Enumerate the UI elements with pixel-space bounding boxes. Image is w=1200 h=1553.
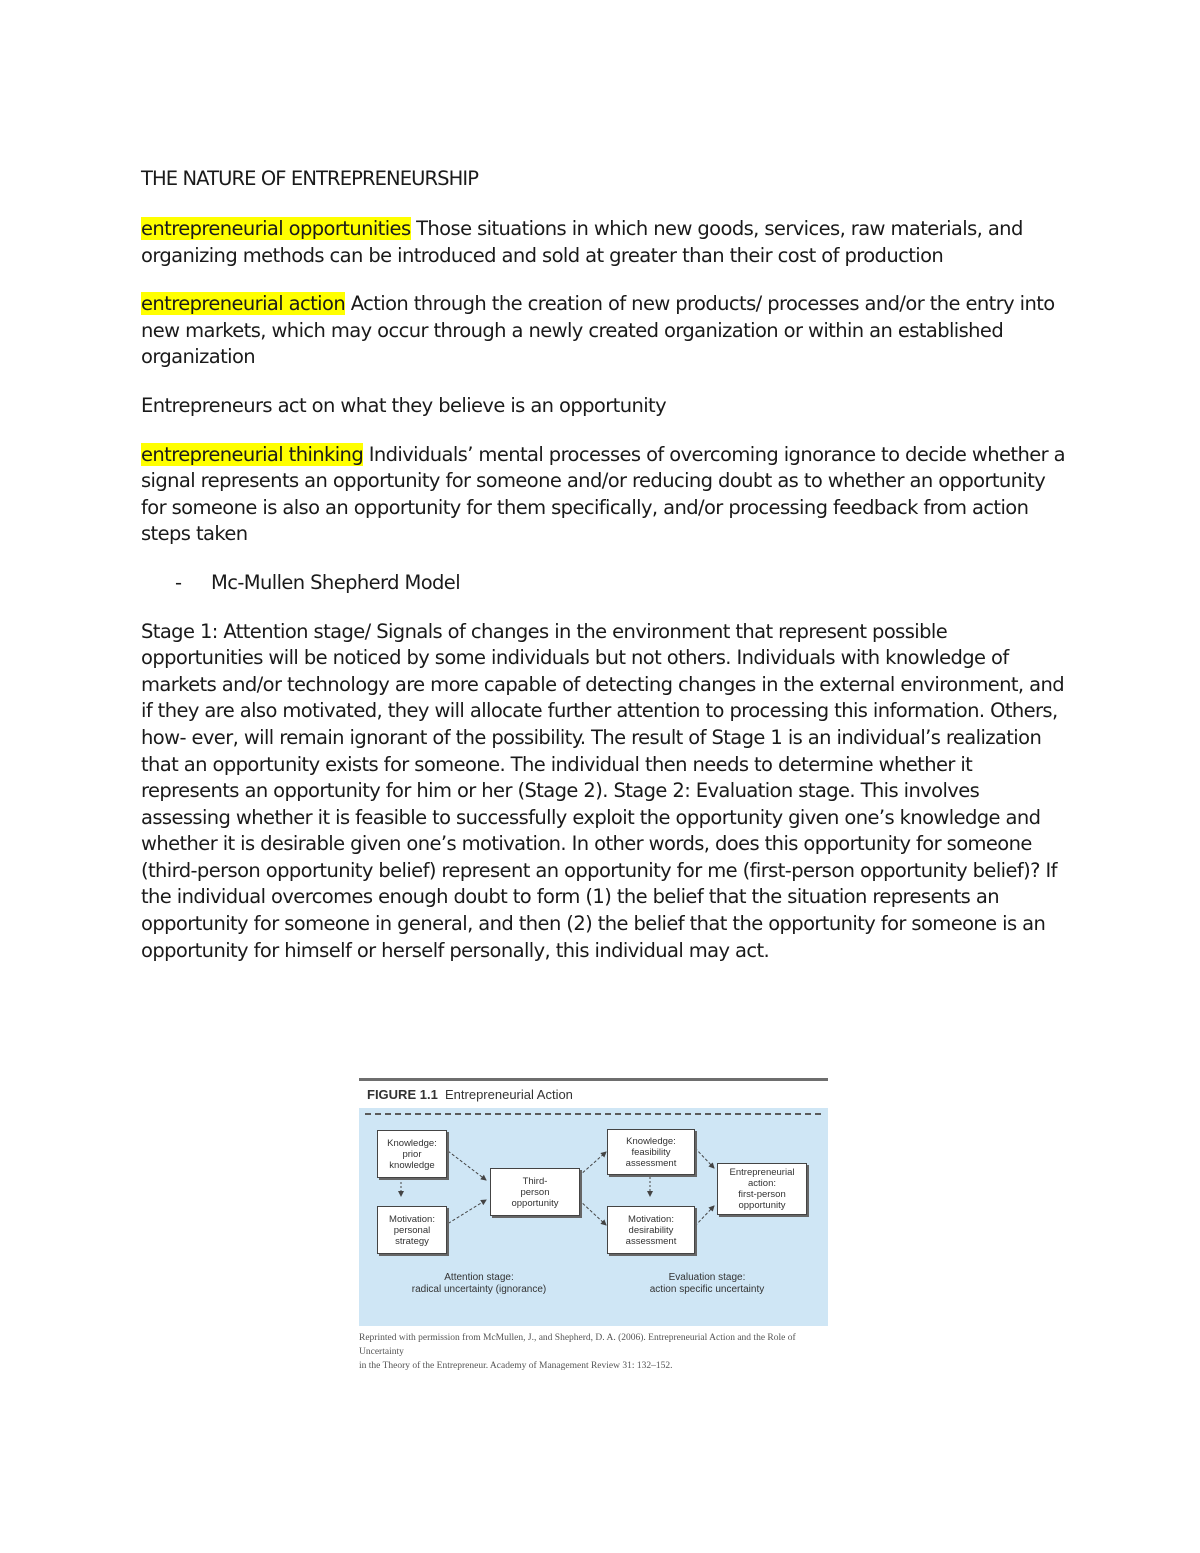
definition-text: Those situations in which new goods, services, raw materials, and organizing methods can be introduced and sold at greater than their cost of production [141, 217, 1023, 267]
arrow-third-to-feasibility [579, 1152, 606, 1176]
box-third-person-opportunity: Third- person opportunity [490, 1168, 580, 1216]
definition-text: Action through the creation of new products/ processes and/or the entry into new markets, which may occur through a newly created organization or within an established organization [141, 292, 1055, 369]
arrow-third-to-desirability [579, 1200, 606, 1225]
figure-entrepreneurial-action [359, 1078, 828, 1326]
highlighted-term: entrepreneurial action [141, 292, 346, 316]
box-entrepreneurial-action: Entrepreneurial action: first-person opportunity [717, 1163, 807, 1215]
box-knowledge-prior: Knowledge: prior knowledge [377, 1130, 447, 1178]
bullet-text: Mc-Mullen Shepherd Model [211, 570, 461, 594]
definition-entrepreneurial-opportunities [141, 216, 1066, 269]
figure-citation: Reprinted with permission from McMullen, J., and Shepherd, D. A. (2006). Entrepreneurial Action and the Role of Uncertainty in the Theory of the Entrepreneur. Academy of Management Review 31: 132–152. [359, 1333, 796, 1371]
figure-number: FIGURE 1.1 [367, 1087, 438, 1102]
box-motivation-personal: Motivation: personal strategy [377, 1206, 447, 1254]
figure-diagram [359, 1108, 828, 1326]
document-body [141, 166, 1066, 986]
arrow-feasibility-to-action [695, 1148, 714, 1168]
document-title: THE NATURE OF ENTREPRENEURSHIP [141, 167, 479, 190]
stage-paragraph: Stage 1: Attention stage/ Signals of changes in the environment that represent possible opportunities will be noticed by some individuals but not others. Individuals with knowledge of markets and/or technology are more capable of detecting changes in the external environment, and if they are also motivated, they will allocate further attention to processing this information. Others, how- ever, will remain ignorant of the possibility. The result of Stage 1 is an individual’s realization that an opportunity exists for someone. The individual then needs to determine whether it represents an opportunity for him or her (Stage 2). Stage 2: Evaluation stage. This involves assessing whether it is feasible to successfully exploit the opportunity given one’s knowledge and whether it is desirable given one’s motivation. In other words, does this opportunity for someone (third-person opportunity belief) represent an opportunity for me (first-person opportunity belief)? If the individual overcomes enough doubt to form (1) the belief that the situation represents an opportunity for someone in general, and then (2) the belief that the opportunity for someone is an opportunity for himself or herself personally, this individual may act. [141, 619, 1065, 962]
evaluation-stage-label: Evaluation stage: action specific uncertainty [649, 1272, 765, 1295]
definition-text: Individuals’ mental processes of overcoming ignorance to decide whether a signal represents an opportunity for someone and/or reducing doubt as to whether an opportunity for someone is also an opportunity for them specifically, and/or processing feedback from action steps taken [141, 442, 1065, 546]
highlighted-term: entrepreneurial thinking [141, 442, 364, 466]
figure-title: Entrepreneurial Action [445, 1087, 573, 1102]
box-motivation-desirability: Motivation: desirability assessment [607, 1206, 695, 1254]
figure-header [359, 1078, 828, 1108]
arrow-desirability-to-action [695, 1206, 714, 1226]
arrow-prior-to-third [444, 1148, 486, 1180]
definition-entrepreneurial-thinking [141, 442, 1066, 548]
box-knowledge-feasibility: Knowledge: feasibility assessment [607, 1129, 695, 1175]
bullet-item [141, 570, 1066, 597]
arrow-personal-to-third [444, 1200, 486, 1226]
highlighted-term: entrepreneurial opportunities [141, 217, 411, 240]
statement-paragraph: Entrepreneurs act on what they believe is an opportunity [141, 393, 667, 417]
bullet-dash: - [175, 570, 182, 594]
definition-entrepreneurial-action [141, 291, 1066, 371]
attention-stage-label: Attention stage: radical uncertainty (ignorance) [411, 1272, 547, 1295]
